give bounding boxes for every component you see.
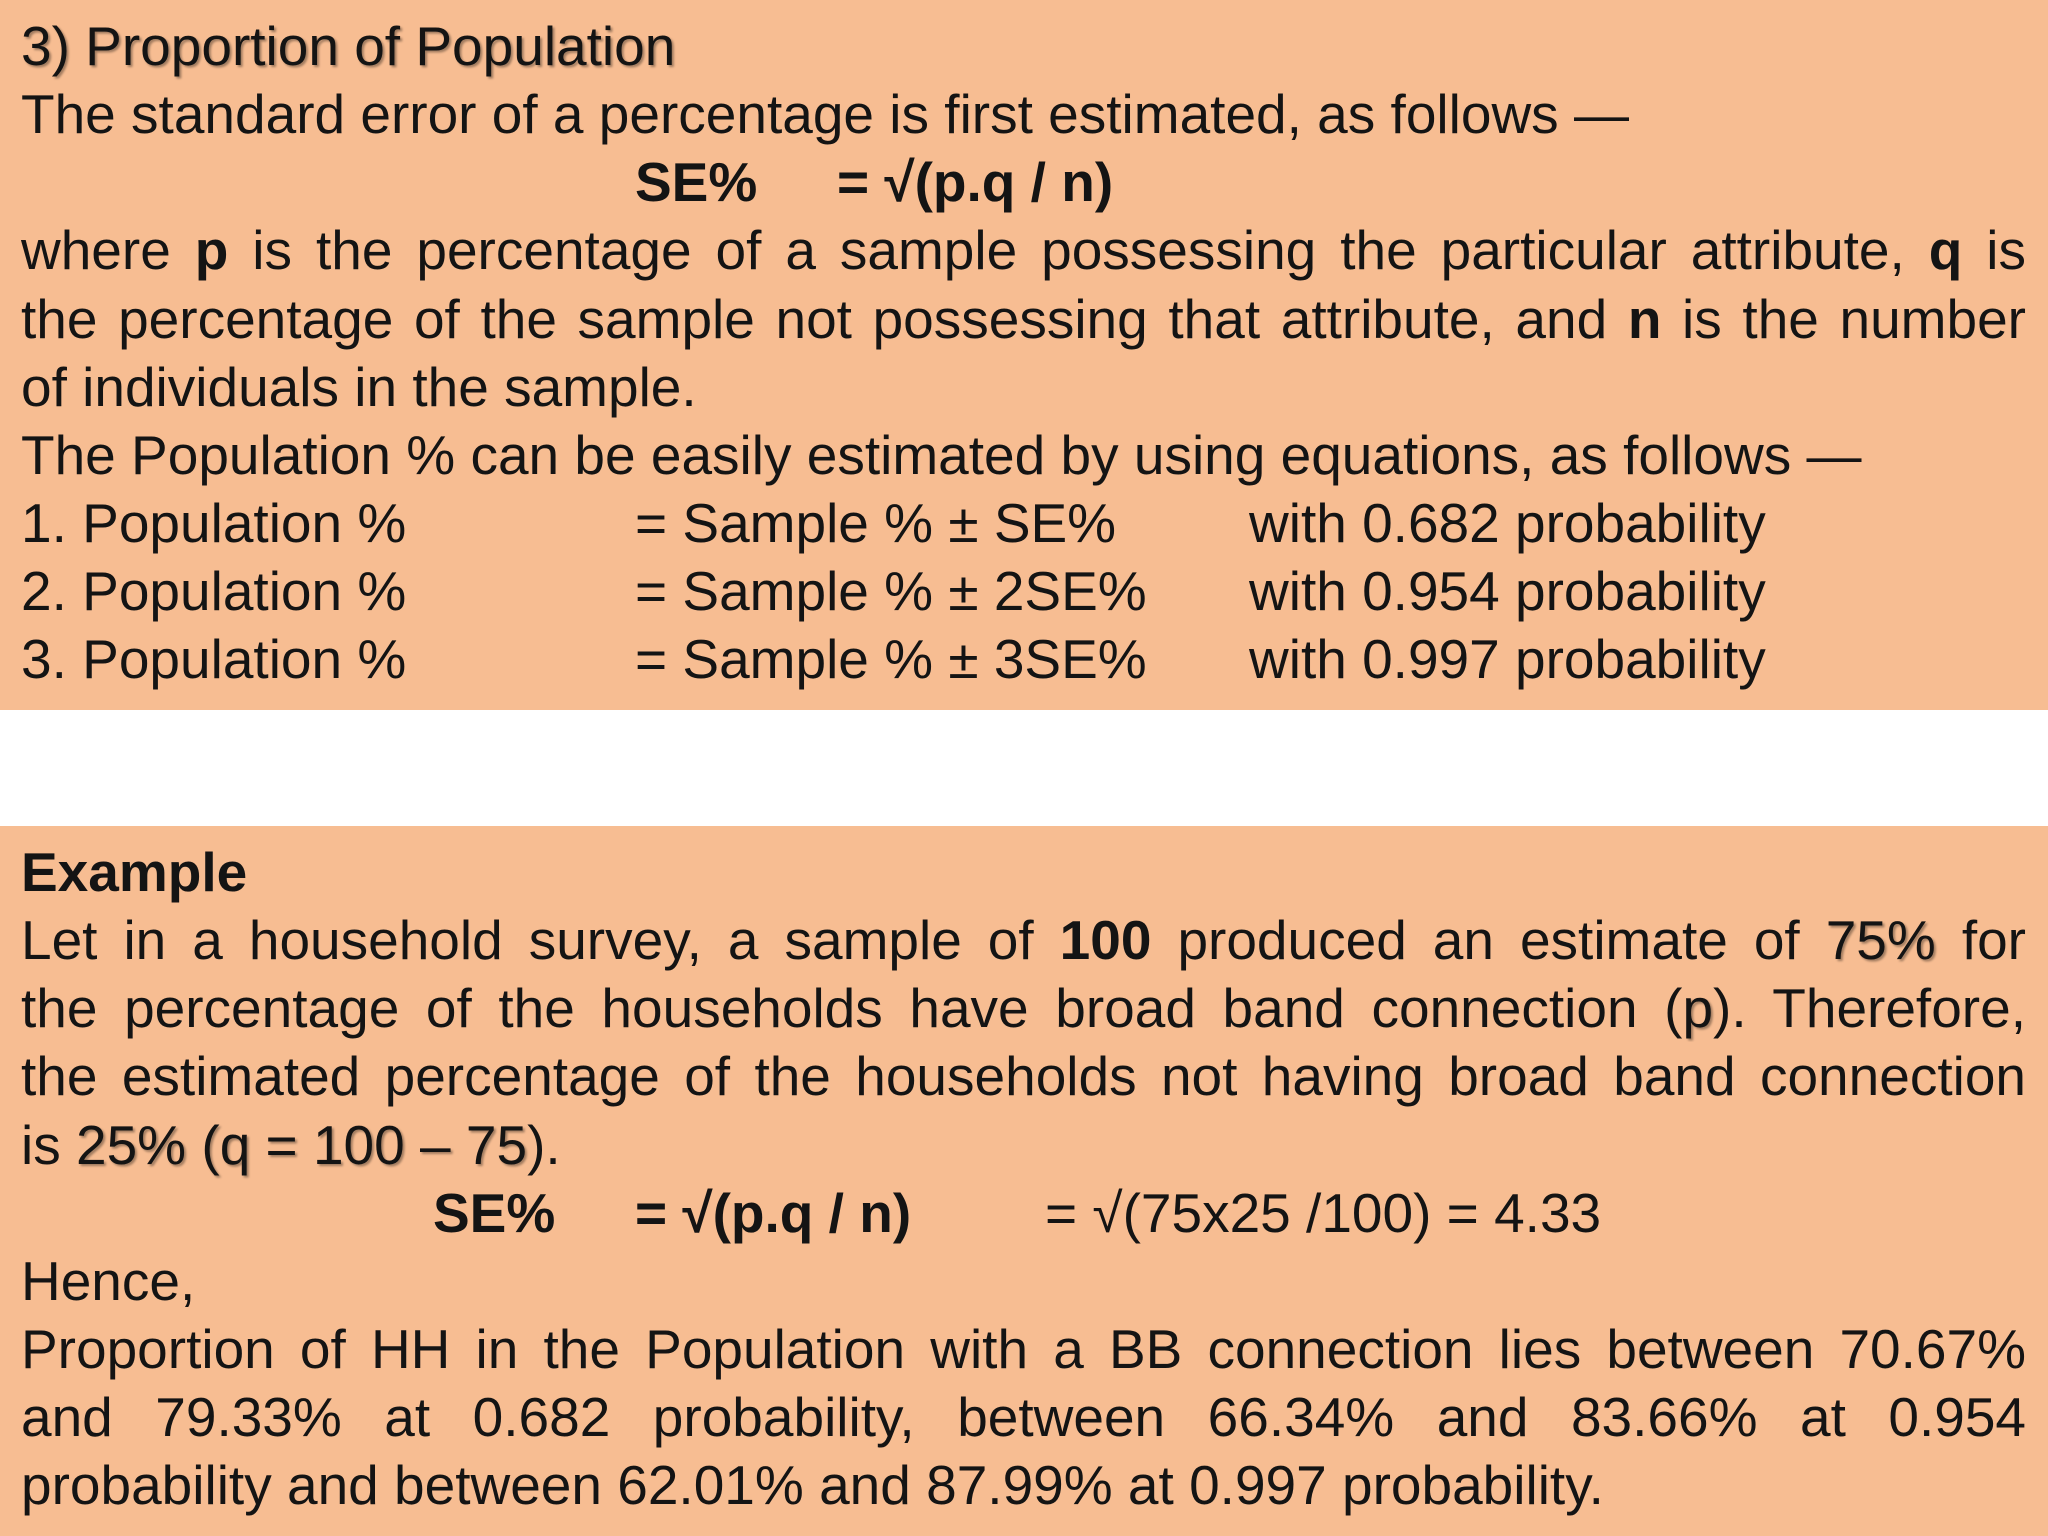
estimate-row [21,489,2026,557]
section-title: 3) Proportion of Population [21,15,676,77]
row-probability: with 0.682 probability [1249,492,1766,554]
hence-text: Hence, [21,1250,196,1312]
var-p: p [1682,977,1714,1039]
conclusion-line-1: Proportion of HH in the Population with a BB connection lies between 70.67% [21,1318,2026,1380]
se-formula-mid: = √(p.q / n) [635,1182,912,1244]
row-equation: = Sample % ± SE% [635,492,1117,554]
example-panel [0,826,2048,1536]
q-expression: (q = 100 – 75 [201,1114,528,1176]
example-line-1 [21,906,2026,974]
example-text: produced an estimate of [1151,909,1826,971]
example-text: is [21,1114,76,1176]
where-line-2 [21,285,2026,353]
se-formula-lhs: SE% [635,151,758,213]
example-text: for [1935,909,2026,971]
population-intro: The Population % can be easily estimated by using equations, as follows — [21,424,1862,486]
complement-pct: 25% [76,1114,187,1176]
conclusion-line-2: and 79.33% at 0.682 probability, between 66.34% and 83.66% at 0.954 [21,1386,2026,1448]
example-text: ). [527,1114,561,1176]
row-label: 1. Population % [21,492,407,554]
definition-panel [0,0,2048,710]
where-line-1 [21,216,2026,284]
example-line-4 [21,1111,2026,1179]
var-p: p [194,219,229,281]
example-text: Let in a household survey, a sample of [21,909,1060,971]
row-probability: with 0.997 probability [1249,628,1766,690]
row-label: 2. Population % [21,560,407,622]
where-text: where [21,219,195,281]
se-formula-lhs: SE% [433,1182,556,1244]
example-se-formula [21,1179,2026,1247]
estimate-row [21,557,2026,625]
var-n: n [1627,288,1662,350]
row-equation: = Sample % ± 3SE% [635,628,1147,690]
example-line-2 [21,974,2026,1042]
sample-size: 100 [1059,909,1152,971]
se-formula [21,148,2026,216]
where-text: is the number [1661,288,2026,350]
where-text: the percentage of the sample not possessing that attribute, and [21,288,1628,350]
conclusion-line-3: probability and between 62.01% and 87.99% at 0.997 probability. [21,1454,1604,1516]
example-heading: Example [21,841,248,903]
se-formula-rhs: = √(p.q / n) [837,151,1114,213]
estimate-pct: 75% [1825,909,1936,971]
se-formula-result: = √(75x25 /100) = 4.33 [1045,1182,1602,1244]
where-line-3: of individuals in the sample. [21,356,697,418]
row-equation: = Sample % ± 2SE% [635,560,1147,622]
intro-text: The standard error of a percentage is first estimated, as follows — [21,83,1629,145]
example-text: the percentage of the households have broad band connection ( [21,977,1683,1039]
example-text [186,1114,201,1176]
where-text: is the percentage of a sample possessing the particular attribute, [228,219,1929,281]
row-label: 3. Population % [21,628,407,690]
example-text: ). Therefore, [1713,977,2026,1039]
where-text: is [1962,219,2026,281]
row-probability: with 0.954 probability [1249,560,1766,622]
var-q: q [1928,219,1963,281]
estimate-row [21,625,2026,693]
example-line-3: the estimated percentage of the households not having broad band connection [21,1045,2026,1107]
